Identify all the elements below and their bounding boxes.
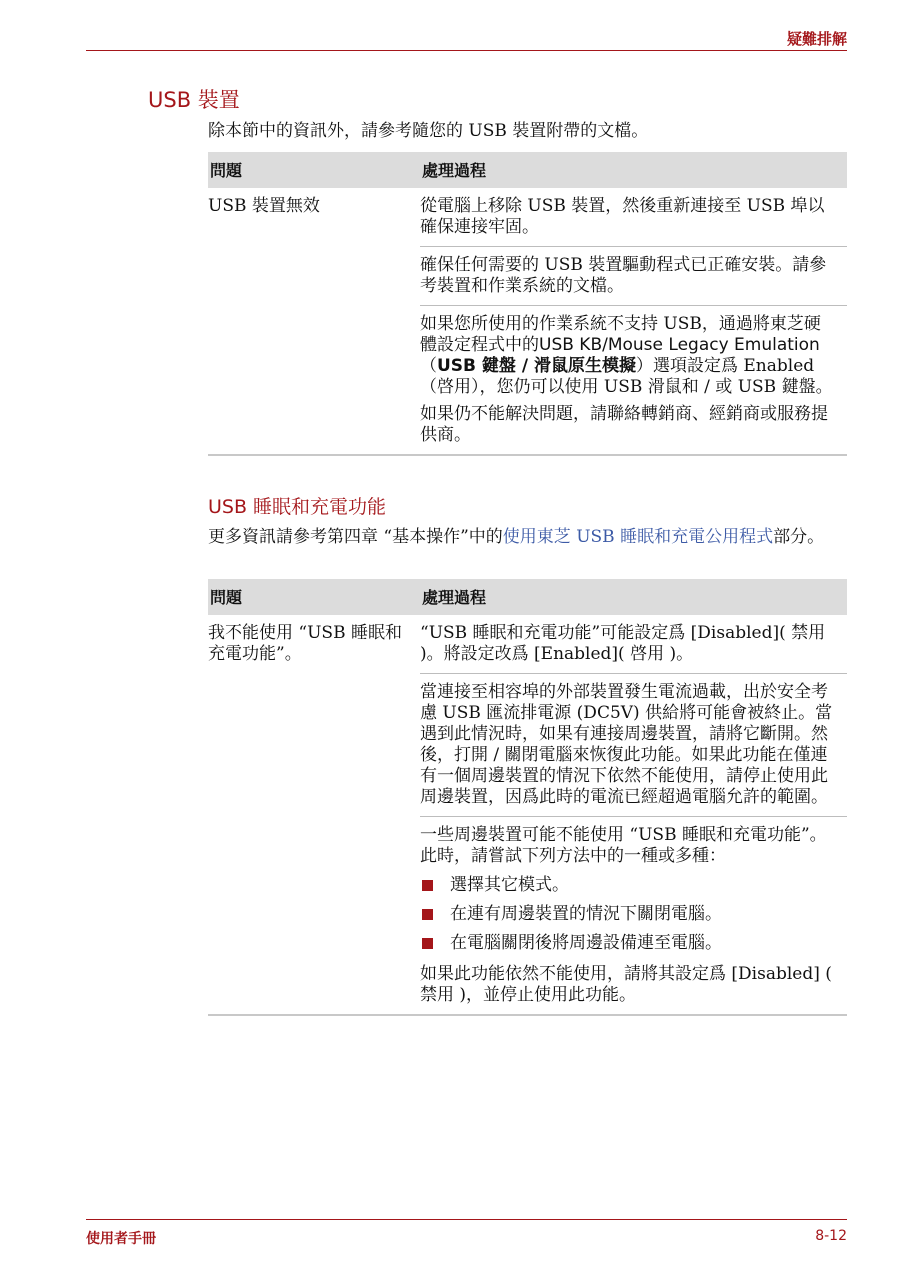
problem-cell: USB 裝置無效 bbox=[208, 188, 420, 455]
usb-section-heading: USB 裝置 bbox=[148, 88, 240, 112]
list-item-text: 選擇其它模式。 bbox=[450, 875, 569, 895]
table-header-row bbox=[208, 152, 847, 188]
bullet-square-icon bbox=[422, 909, 433, 920]
table-header-row bbox=[208, 579, 847, 615]
cross-reference-link[interactable]: 使用東芝 USB 睡眠和充電公用程式 bbox=[502, 527, 774, 547]
list-item bbox=[420, 875, 833, 896]
header-rule bbox=[86, 50, 847, 51]
list-item-text: 在連有周邊裝置的情況下關閉電腦。 bbox=[450, 904, 722, 924]
procedure-step: 從電腦上移除 USB 裝置，然後重新連接至 USB 埠以確保連接牢固。 bbox=[420, 188, 847, 247]
usb-section-intro: 除本節中的資訊外，請參考隨您的 USB 裝置附帶的文檔。 bbox=[208, 121, 649, 141]
bios-option-translation: USB 鍵盤 / 滑鼠原生模擬 bbox=[437, 356, 636, 376]
footer-rule bbox=[86, 1219, 847, 1220]
step-intro: 一些周邊裝置可能不能使用 “USB 睡眠和充電功能”。此時，請嘗試下列方法中的一種或多種： bbox=[420, 825, 827, 866]
col-procedure-header: 處理過程 bbox=[420, 579, 847, 615]
procedure-cell bbox=[420, 188, 847, 455]
sleep-charge-troubleshoot-table bbox=[208, 579, 847, 1016]
procedure-step bbox=[420, 817, 847, 1014]
bios-option-name: USB KB/Mouse Legacy Emulation bbox=[539, 335, 820, 355]
table-row bbox=[208, 188, 847, 455]
usb-troubleshoot-table bbox=[208, 152, 847, 456]
bullet-square-icon bbox=[422, 938, 433, 949]
footer-manual-title: 使用者手冊 bbox=[86, 1231, 156, 1247]
procedure-step bbox=[420, 306, 847, 454]
list-item-text: 在電腦關閉後將周邊設備連至電腦。 bbox=[450, 933, 722, 953]
step-text: ）選項設定爲 Enabled （啓用），您仍可以使用 USB 滑鼠和 / 或 USB 鍵盤。 bbox=[420, 356, 833, 397]
col-problem-header: 問題 bbox=[208, 152, 420, 188]
step-text: 如果您所使用的作業系統不支持 USB，通過將東芝硬體設定程式中的 bbox=[420, 314, 821, 355]
running-header: 疑難排解 bbox=[786, 30, 847, 48]
list-item bbox=[420, 904, 833, 925]
problem-cell: 我不能使用 “USB 睡眠和充電功能”。 bbox=[208, 615, 420, 1015]
page-number: 8-12 bbox=[815, 1228, 847, 1244]
col-problem-header: 問題 bbox=[208, 579, 420, 615]
bullet-square-icon bbox=[422, 880, 433, 891]
procedure-step: 確保任何需要的 USB 裝置驅動程式已正確安裝。請參考裝置和作業系統的文檔。 bbox=[420, 247, 847, 306]
step-text: （ bbox=[420, 356, 437, 376]
procedure-step: 當連接至相容埠的外部裝置發生電流過載，出於安全考慮 USB 匯流排電源 (DC5V) 供給將可能會被終止。當遇到此情況時，如果有連接周邊裝置，請將它斷開。然後，打開 / 關閉電腦來恢復此功能。如果此功能在僅連有一個周邊裝置的情況下依然不能使用，請停止使用此周邊裝置，因爲此時的電流已經超過電腦允許的範圍。 bbox=[420, 674, 847, 817]
sleep-charge-section-heading: USB 睡眠和充電功能 bbox=[208, 496, 387, 518]
intro-text: 部分。 bbox=[773, 527, 825, 547]
procedure-step: “USB 睡眠和充電功能”可能設定爲 [Disabled]( 禁用 )。將設定改爲 [Enabled]( 啓用 )。 bbox=[420, 615, 847, 674]
list-item bbox=[420, 933, 833, 954]
sleep-charge-intro bbox=[208, 526, 848, 548]
final-note: 如果此功能依然不能使用，請將其設定爲 [Disabled] ( 禁用 )，並停止使用此功能。 bbox=[420, 964, 832, 1005]
intro-text: 更多資訊請參考第四章 “基本操作”中的 bbox=[208, 527, 503, 547]
procedure-cell bbox=[420, 615, 847, 1015]
table-row bbox=[208, 615, 847, 1015]
contact-dealer-note: 如果仍不能解決問題，請聯絡轉銷商、經銷商或服務提供商。 bbox=[420, 404, 828, 445]
col-procedure-header: 處理過程 bbox=[420, 152, 847, 188]
